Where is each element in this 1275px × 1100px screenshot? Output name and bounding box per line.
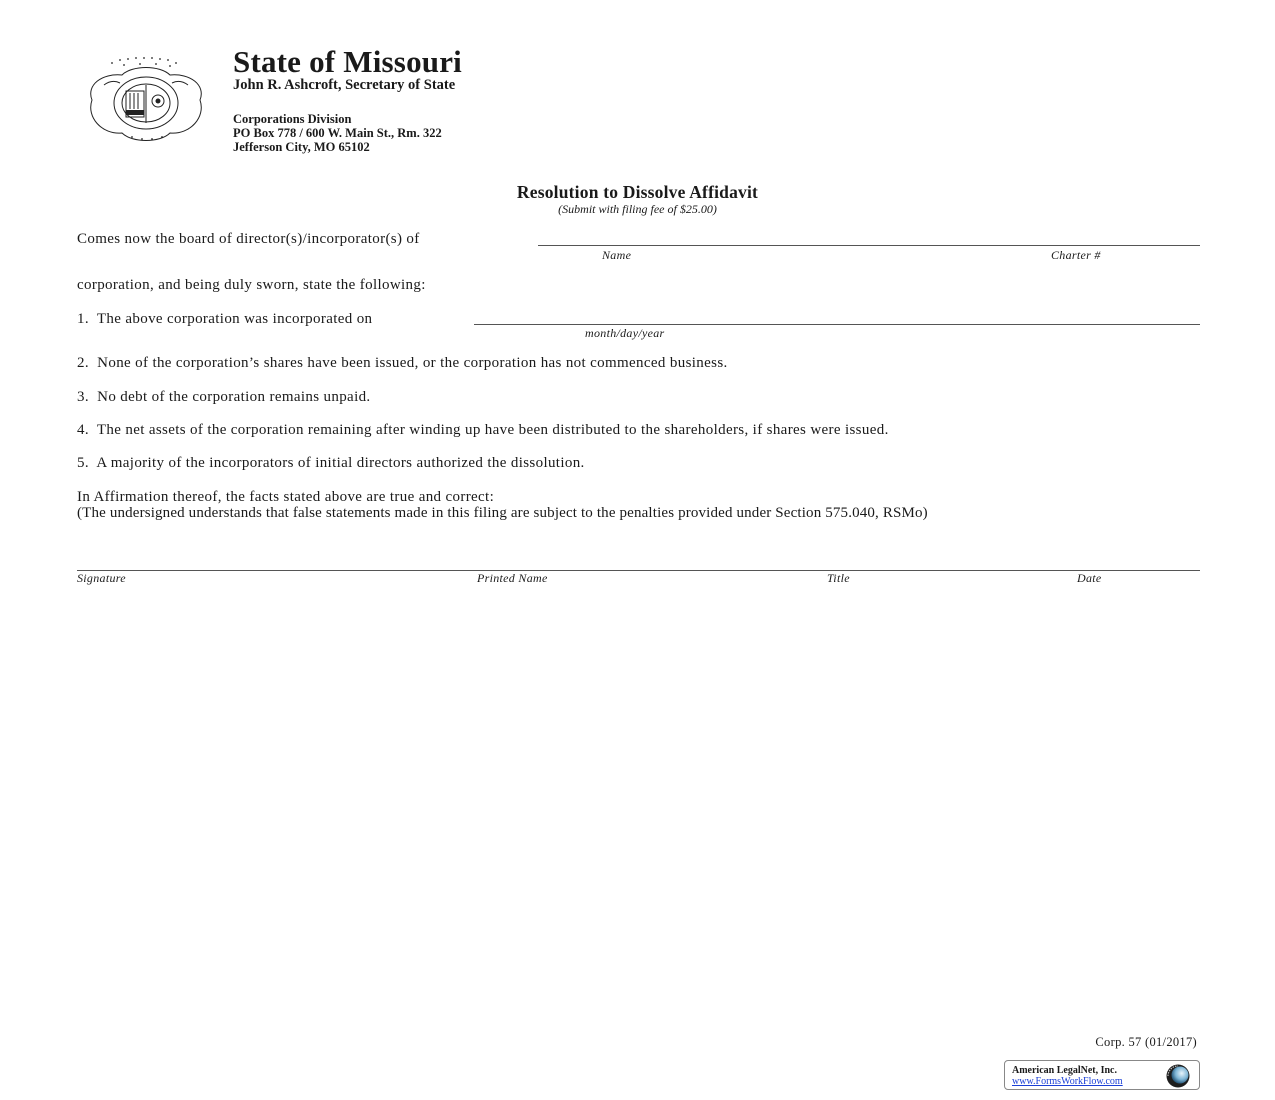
vendor-link[interactable]: www.FormsWorkFlow.com (1012, 1076, 1123, 1087)
vendor-badge[interactable] (1004, 1060, 1200, 1090)
signature-block-line[interactable] (77, 570, 1200, 571)
affirmation-text: In Affirmation thereof, the facts stated above are true and correct: (77, 489, 495, 505)
charter-field-label: Charter # (1051, 248, 1101, 262)
incorporation-date-field[interactable] (474, 324, 1200, 325)
address-line-2: Jefferson City, MO 65102 (233, 140, 370, 154)
item-number: 3. (77, 389, 89, 405)
item-5 (77, 455, 585, 472)
printed-name-label: Printed Name (477, 571, 548, 585)
address-line-1: PO Box 778 / 600 W. Main St., Rm. 322 (233, 126, 442, 140)
item-number: 2. (77, 355, 89, 371)
form-title: Resolution to Dissolve Affidavit (516, 182, 759, 202)
intro-text: Comes now the board of director(s)/incorporator(s) of (77, 231, 420, 247)
form-number: Corp. 57 (01/2017) (1095, 1035, 1197, 1049)
item-1 (77, 311, 372, 328)
missouri-state-seal-icon (82, 55, 210, 143)
division-address (233, 112, 442, 154)
item-number: 5. (77, 455, 89, 471)
title-label: Title (827, 571, 850, 585)
item-text: The net assets of the corporation remaining after winding up have been distributed to the shareholders, if shares were issued. (96, 422, 889, 438)
signature-label: Signature (77, 571, 126, 585)
item-text: The above corporation was incorporated on (96, 311, 373, 327)
vendor-name: American LegalNet, Inc. (1012, 1065, 1117, 1076)
item-4 (77, 422, 889, 439)
date-field-label: month/day/year (585, 326, 665, 340)
name-charter-field[interactable] (538, 245, 1200, 246)
globe-logo-icon (1160, 1063, 1196, 1089)
date-label: Date (1077, 571, 1102, 585)
item-number: 4. (77, 422, 89, 438)
fee-note: (Submit with filing fee of $25.00) (558, 202, 717, 216)
name-field-label: Name (602, 248, 632, 262)
secretary-of-state: John R. Ashcroft, Secretary of State (233, 77, 456, 93)
item-2 (77, 355, 728, 372)
item-number: 1. (77, 311, 89, 327)
state-title: State of Missouri (233, 44, 462, 79)
item-text: No debt of the corporation remains unpaid. (97, 389, 371, 405)
penalty-note: (The undersigned understands that false statements made in this filing are subject to the penalties provided under Section 575.040, RSMo) (77, 505, 928, 521)
division-name: Corporations Division (233, 112, 352, 126)
item-3 (77, 389, 371, 406)
item-text: None of the corporation’s shares have been issued, or the corporation has not commenced business. (97, 355, 728, 371)
sworn-text: corporation, and being duly sworn, state the following: (77, 277, 426, 293)
item-text: A majority of the incorporators of initial directors authorized the dissolution. (96, 455, 585, 471)
